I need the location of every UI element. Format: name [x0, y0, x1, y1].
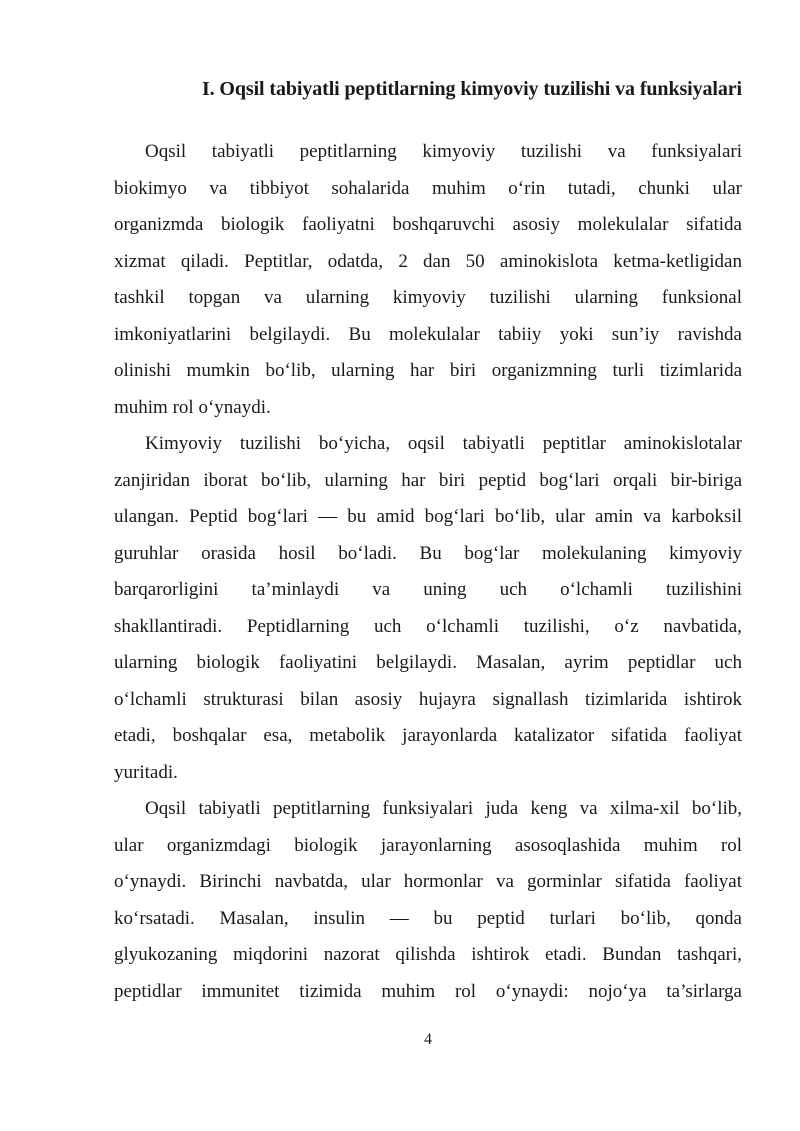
text-line: glyukozaning miqdorini nazorat qilishda ishtirok etadi. Bundan tashqari,	[114, 944, 742, 965]
paragraph-2	[114, 426, 742, 791]
text-line: muhim rol o‘ynaydi.	[114, 396, 271, 418]
text-line: yuritadi.	[114, 761, 178, 783]
text-line: Kimyoviy tuzilishi bo‘yicha, oqsil tabiyatli peptitlar aminokislotalar	[145, 433, 742, 454]
text-line: Oqsil tabiyatli peptitlarning funksiyalari juda keng va xilma-xil bo‘lib,	[145, 798, 742, 819]
section-heading: I. Oqsil tabiyatli peptitlarning kimyoviy tuzilishi va funksiyalari	[201, 78, 742, 100]
text-line: biokimyo va tibbiyot sohalarida muhim o‘rin tutadi, chunki ular	[114, 177, 742, 199]
text-line: olinishi mumkin bo‘lib, ularning har biri organizmning turli tizimlarida	[114, 360, 742, 381]
text-line: ko‘rsatadi. Masalan, insulin — bu peptid turlari bo‘lib, qonda	[114, 907, 742, 929]
text-line: ulangan. Peptid bog‘lari — bu amid bog‘lari bo‘lib, ular amin va karboksil	[114, 506, 742, 527]
body-text	[114, 134, 742, 1010]
text-line: organizmda biologik faoliyatni boshqaruvchi asosiy molekulalar sifatida	[114, 214, 742, 235]
text-line: tashkil topgan va ularning kimyoviy tuzilishi ularning funksional	[114, 287, 742, 308]
page-number: 4	[424, 1031, 432, 1048]
document-page	[114, 0, 742, 1131]
text-line: etadi, boshqalar esa, metabolik jarayonlarda katalizator sifatida faoliyat	[114, 725, 742, 746]
text-line: ular organizmdagi biologik jarayonlarning asosoqlashida muhim rol	[114, 834, 742, 856]
text-line: ularning biologik faoliyatini belgilaydi. Masalan, ayrim peptidlar uch	[114, 652, 742, 673]
text-line: peptidlar immunitet tizimida muhim rol o‘ynaydi: nojo‘ya ta’sirlarga	[114, 980, 742, 1002]
text-line: barqarorligini ta’minlaydi va uning uch o‘lchamli tuzilishini	[114, 579, 742, 600]
text-line: zanjiridan iborat bo‘lib, ularning har biri peptid bog‘lari orqali bir-biriga	[114, 469, 742, 491]
text-line: shakllantiradi. Peptidlarning uch o‘lchamli tuzilishi, o‘z navbatida,	[114, 615, 742, 637]
text-line: imkoniyatlarini belgilaydi. Bu molekulalar tabiiy yoki sun’iy ravishda	[114, 323, 742, 345]
paragraph-1	[114, 134, 742, 426]
paragraph-3	[114, 791, 742, 1010]
text-line: xizmat qiladi. Peptitlar, odatda, 2 dan 50 aminokislota ketma-ketligidan	[114, 250, 742, 272]
text-line: o‘ynaydi. Birinchi navbatda, ular hormonlar va gorminlar sifatida faoliyat	[114, 871, 742, 892]
text-line: guruhlar orasida hosil bo‘ladi. Bu bog‘lar molekulaning kimyoviy	[114, 542, 742, 564]
text-line: Oqsil tabiyatli peptitlarning kimyoviy tuzilishi va funksiyalari	[145, 141, 742, 162]
text-line: o‘lchamli strukturasi bilan asosiy hujayra signallash tizimlarida ishtirok	[114, 688, 742, 710]
